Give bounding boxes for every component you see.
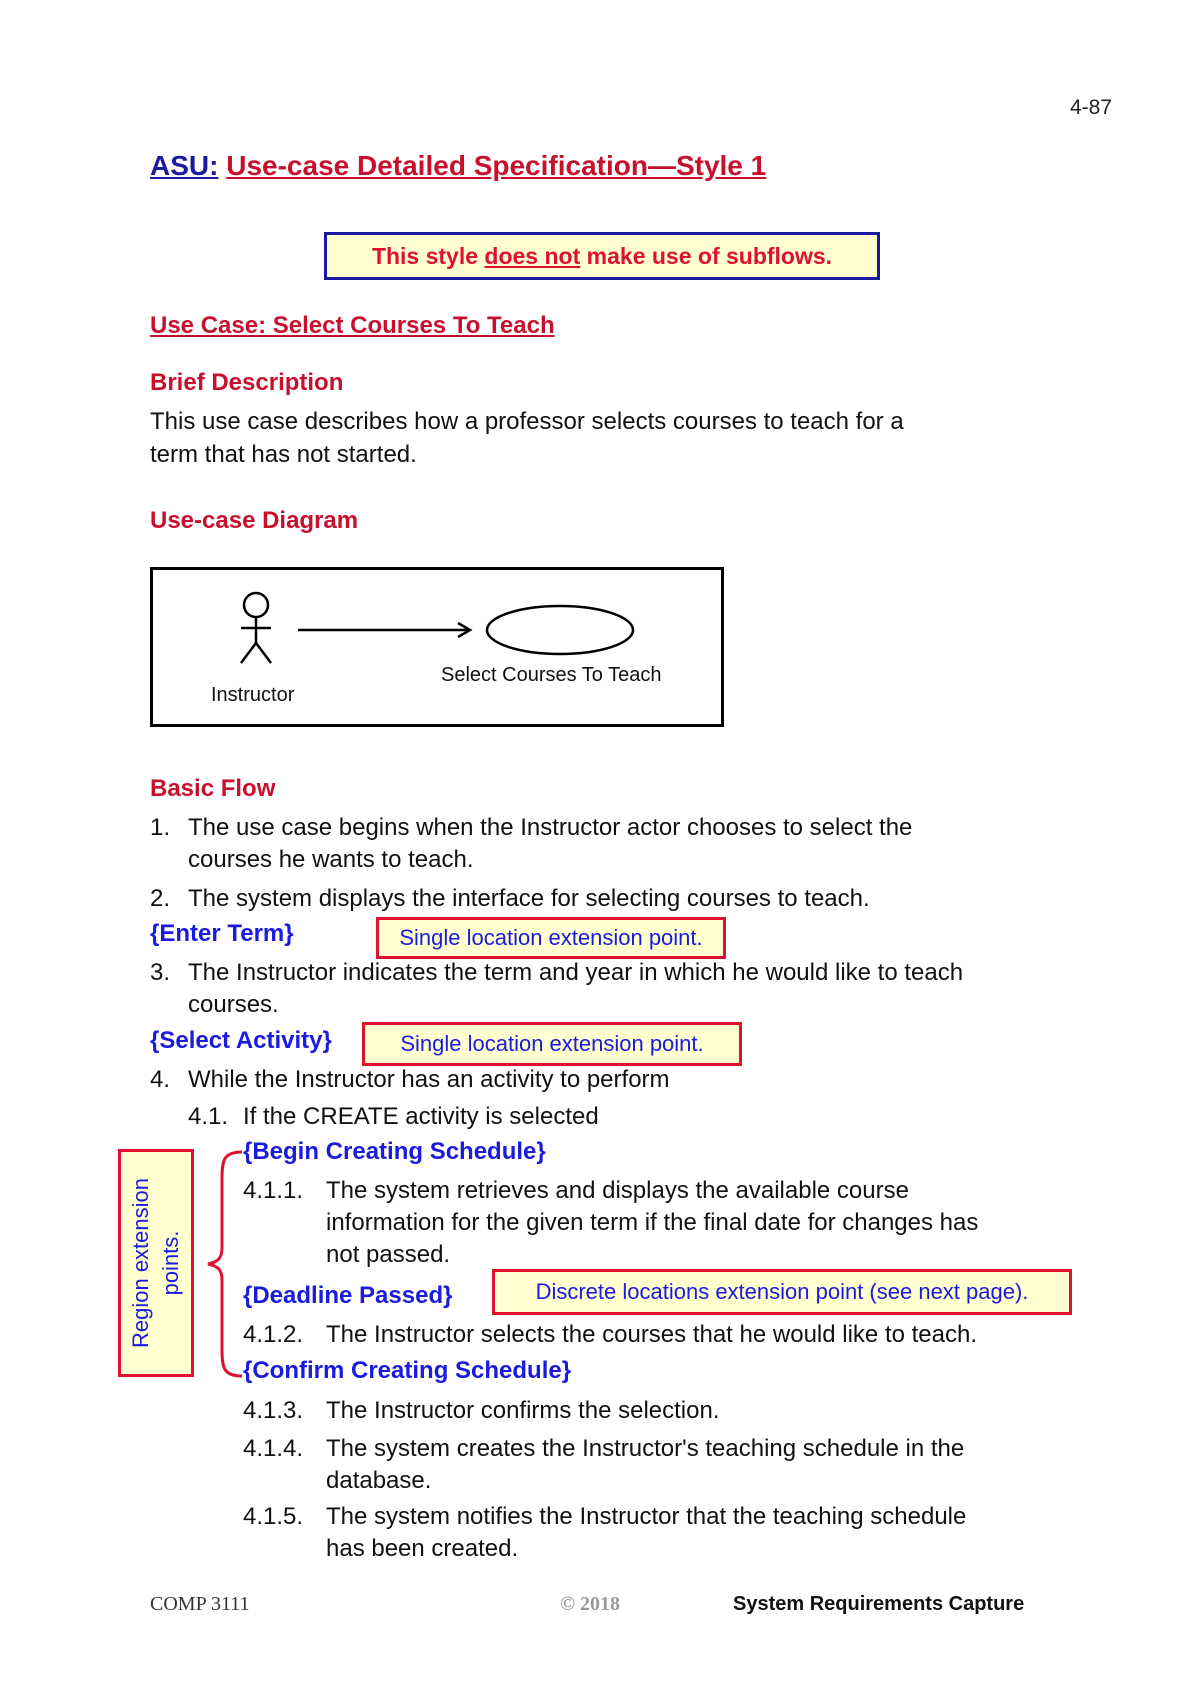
step-text: [326, 1175, 978, 1271]
association-arrow: [298, 623, 470, 637]
footer-section: System Requirements Capture: [733, 1593, 1025, 1615]
step-number: 3.: [150, 959, 171, 986]
step-number: 4.1.1.: [243, 1177, 304, 1204]
step-line: The system retrieves and displays the available course: [326, 1177, 909, 1204]
step-line: The use case begins when the Instructor actor chooses to select the: [188, 814, 913, 841]
single-location-note: Single location extension point.: [362, 1022, 742, 1066]
step-line: courses he wants to teach.: [188, 846, 474, 873]
step-number: 4.: [150, 1066, 171, 1093]
extension-point-deadline-passed: {Deadline Passed}: [243, 1282, 453, 1309]
step-line: has been created.: [326, 1535, 519, 1562]
step-line: not passed.: [326, 1241, 451, 1268]
region-extension-note: [118, 1149, 194, 1377]
footer-copyright: © 2018: [560, 1593, 620, 1615]
step-text: While the Instructor has an activity to perform: [188, 1066, 670, 1093]
extension-point-select-activity: {Select Activity}: [150, 1027, 332, 1054]
extension-point-enter-term: {Enter Term}: [150, 920, 294, 947]
step-text: The Instructor confirms the selection.: [326, 1397, 720, 1424]
step-text: The system displays the interface for selecting courses to teach.: [188, 885, 870, 912]
step-line: The system notifies the Instructor that the teaching schedule: [326, 1503, 967, 1530]
step-number: 4.1.5.: [243, 1503, 304, 1530]
step-text: [326, 1433, 964, 1497]
region-brace-icon: [200, 1148, 246, 1380]
extension-point-confirm-creating-schedule: {Confirm Creating Schedule}: [243, 1357, 572, 1384]
use-case-ellipse: [487, 606, 633, 654]
style-callout: [324, 232, 880, 280]
step-text: [188, 812, 912, 876]
use-case-title: Use Case: Select Courses To Teach: [150, 312, 555, 339]
use-case-label: Select Courses To Teach: [441, 664, 662, 686]
brief-description-heading: Brief Description: [150, 369, 344, 396]
extension-point-begin-creating-schedule: {Begin Creating Schedule}: [243, 1138, 546, 1165]
step-number: 4.1.4.: [243, 1435, 304, 1462]
diagram-heading: Use-case Diagram: [150, 507, 359, 534]
step-text: The Instructor selects the courses that he would like to teach.: [326, 1321, 977, 1348]
use-case-diagram: [150, 567, 724, 727]
footer-course: COMP 3111: [150, 1593, 250, 1615]
callout-text-before: This style: [371, 243, 485, 269]
step-text: [188, 957, 963, 1021]
brief-description-text: [150, 405, 904, 471]
step-number: 4.1.: [188, 1103, 229, 1130]
step-number: 4.1.3.: [243, 1397, 304, 1424]
actor-label: Instructor: [211, 684, 295, 706]
callout-text-after: make use of subflows.: [580, 243, 833, 269]
step-text: If the CREATE activity is selected: [243, 1103, 599, 1130]
page-number: 4-87: [1070, 96, 1113, 119]
region-note-line: Region extension: [128, 1177, 153, 1349]
single-location-note: Single location extension point.: [376, 917, 726, 959]
step-line: The system creates the Instructor's teaching schedule in the: [326, 1435, 965, 1462]
region-note-line: points.: [158, 1230, 183, 1296]
brief-line: term that has not started.: [150, 441, 417, 468]
callout-emphasis: does not: [484, 243, 581, 269]
title-prefix: ASU:: [150, 150, 219, 181]
step-line: courses.: [188, 991, 279, 1018]
brief-line: This use case describes how a professor selects courses to teach for a: [150, 408, 904, 435]
step-number: 2.: [150, 885, 171, 912]
discrete-locations-note: Discrete locations extension point (see next page).: [492, 1269, 1072, 1315]
step-line: The Instructor indicates the term and year in which he would like to teach: [188, 959, 964, 986]
step-text: [326, 1501, 966, 1565]
actor-stick-figure-icon: [241, 593, 271, 663]
page-title: [150, 150, 766, 182]
step-number: 1.: [150, 814, 171, 841]
title-main: Use-case Detailed Specification—Style 1: [226, 150, 767, 181]
step-number: 4.1.2.: [243, 1321, 304, 1348]
step-line: database.: [326, 1467, 432, 1494]
step-line: information for the given term if the final date for changes has: [326, 1209, 979, 1236]
basic-flow-heading: Basic Flow: [150, 775, 276, 802]
